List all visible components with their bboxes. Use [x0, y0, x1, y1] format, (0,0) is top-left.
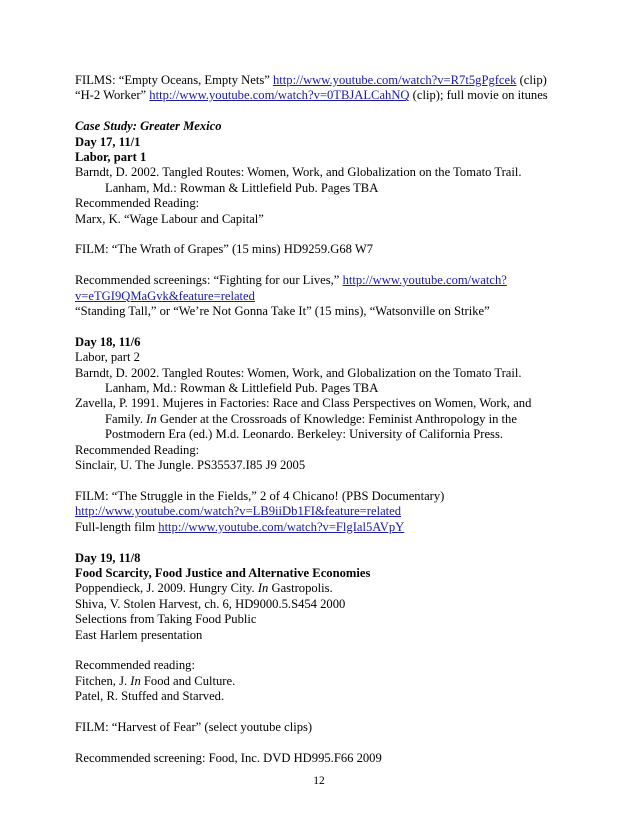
spacer: [75, 104, 595, 119]
screenings-text: Recommended screenings: “Fighting for our Lives,”: [75, 273, 343, 288]
full-length-film-link[interactable]: http://www.youtube.com/watch?v=FlgIal5AVpY: [158, 519, 405, 534]
day19-reading-4: East Harlem presentation: [75, 627, 203, 642]
empty-oceans-link[interactable]: http://www.youtube.com/watch?v=R7t5gPgfcek: [272, 73, 517, 87]
spacer: [75, 258, 595, 273]
day18-topic: Labor, part 2: [75, 350, 140, 365]
day17-rec-1: Marx, K. “Wage Labour and Capital”: [75, 211, 264, 226]
full-film-text: Full-length film: [75, 519, 159, 534]
day18-film: FILM: “The Struggle in the Fields,” 2 of 4 Chicano! (PBS Documentary): [75, 488, 445, 503]
films-line-1: [75, 73, 595, 88]
day17-topic: Labor, part 1: [75, 150, 147, 165]
day17-screenings: [75, 273, 595, 288]
reading-in: In: [146, 411, 157, 426]
spacer: [75, 535, 595, 550]
day18-film-link-line: [75, 504, 595, 519]
day19-rec-2: Patel, R. Stuffed and Starved.: [75, 689, 225, 704]
spacer: [75, 705, 595, 720]
day19-rec-1: [75, 674, 595, 689]
day18-rec-label: Recommended Reading:: [75, 442, 200, 457]
spacer: [75, 735, 595, 750]
films-suffix: (clip); full movie on itunes: [409, 88, 548, 103]
reading-in: In: [130, 673, 141, 688]
fighting-for-our-lives-link-b[interactable]: v=eTGI9QMaGvk&feature=related: [75, 288, 255, 303]
day18-rec-1: Sinclair, U. The Jungle. PS35537.I85 J9 2005: [75, 458, 306, 473]
day19-rec-label: Recommended reading:: [75, 658, 195, 673]
day19-reading-3: Selections from Taking Food Public: [75, 612, 257, 627]
day17-film: FILM: “The Wrath of Grapes” (15 mins) HD9259.G68 W7: [75, 242, 374, 257]
day18-full-film: [75, 520, 595, 535]
day19-heading: Day 19, 11/8: [75, 550, 141, 565]
day18-reading-2c: Postmodern Era (ed.) M.d. Leonardo. Berkeley: University of California Press.: [105, 427, 504, 442]
reading-text: Family.: [105, 411, 147, 426]
films-suffix: (clip): [516, 73, 547, 87]
h2-worker-link[interactable]: http://www.youtube.com/watch?v=0TBJALCahNQ: [149, 88, 410, 103]
fighting-for-our-lives-link-a[interactable]: http://www.youtube.com/watch?: [342, 273, 507, 288]
day18-reading-2a: Zavella, P. 1991. Mujeres in Factories: Race and Class Perspectives on Women, Work, and: [75, 396, 532, 411]
reading-text: Gastropolis.: [268, 581, 333, 596]
reading-text: Food and Culture.: [140, 673, 236, 688]
reading-text: Poppendieck, J. 2009. Hungry City.: [75, 581, 258, 596]
films-text: FILMS: “Empty Oceans, Empty Nets”: [75, 73, 273, 87]
case-study-heading: Case Study: Greater Mexico: [75, 119, 222, 134]
spacer: [75, 474, 595, 489]
day19-topic: Food Scarcity, Food Justice and Alternative Economies: [75, 565, 371, 580]
day17-rec-label: Recommended Reading:: [75, 196, 200, 211]
spacer: [75, 643, 595, 658]
day18-reading-2b: [75, 412, 595, 427]
day17-screenings-2: “Standing Tall,” or “We’re Not Gonna Take It” (15 mins), “Watsonville on Strike”: [75, 304, 490, 319]
reading-text: Gender at the Crossroads of Knowledge: Feminist Anthropology in the: [156, 411, 517, 426]
day18-heading: Day 18, 11/6: [75, 334, 141, 349]
spacer: [75, 319, 595, 334]
page-body: [75, 73, 595, 766]
day18-reading-1a: Barndt, D. 2002. Tangled Routes: Women, Work, and Globalization on the Tomato Trail.: [75, 365, 522, 380]
reading-in: In: [257, 581, 269, 596]
day17-reading-1b: Lanham, Md.: Rowman & Littlefield Pub. Pages TBA: [105, 180, 379, 195]
day17-screenings-cont: [75, 289, 595, 304]
spacer: [75, 227, 595, 242]
reading-text: Fitchen, J.: [75, 673, 131, 688]
day17-reading-1a: Barndt, D. 2002. Tangled Routes: Women, Work, and Globalization on the Tomato Trail.: [75, 165, 522, 180]
day17-heading: Day 17, 11/1: [75, 134, 141, 149]
day19-reading-1: [75, 581, 595, 596]
page-number: 12: [313, 775, 325, 787]
day19-film: FILM: “Harvest of Fear” (select youtube clips): [75, 719, 313, 734]
films-text: “H-2 Worker”: [75, 88, 150, 103]
films-line-2: [75, 88, 595, 103]
day19-reading-2: Shiva, V. Stolen Harvest, ch. 6, HD9000.5.S454 2000: [75, 596, 346, 611]
day18-reading-1b: Lanham, Md.: Rowman & Littlefield Pub. Pages TBA: [105, 381, 379, 396]
struggle-in-fields-link[interactable]: http://www.youtube.com/watch?v=LB9iiDb1FI&feature=related: [75, 504, 402, 519]
day19-screening: Recommended screening: Food, Inc. DVD HD995.F66 2009: [75, 750, 382, 765]
